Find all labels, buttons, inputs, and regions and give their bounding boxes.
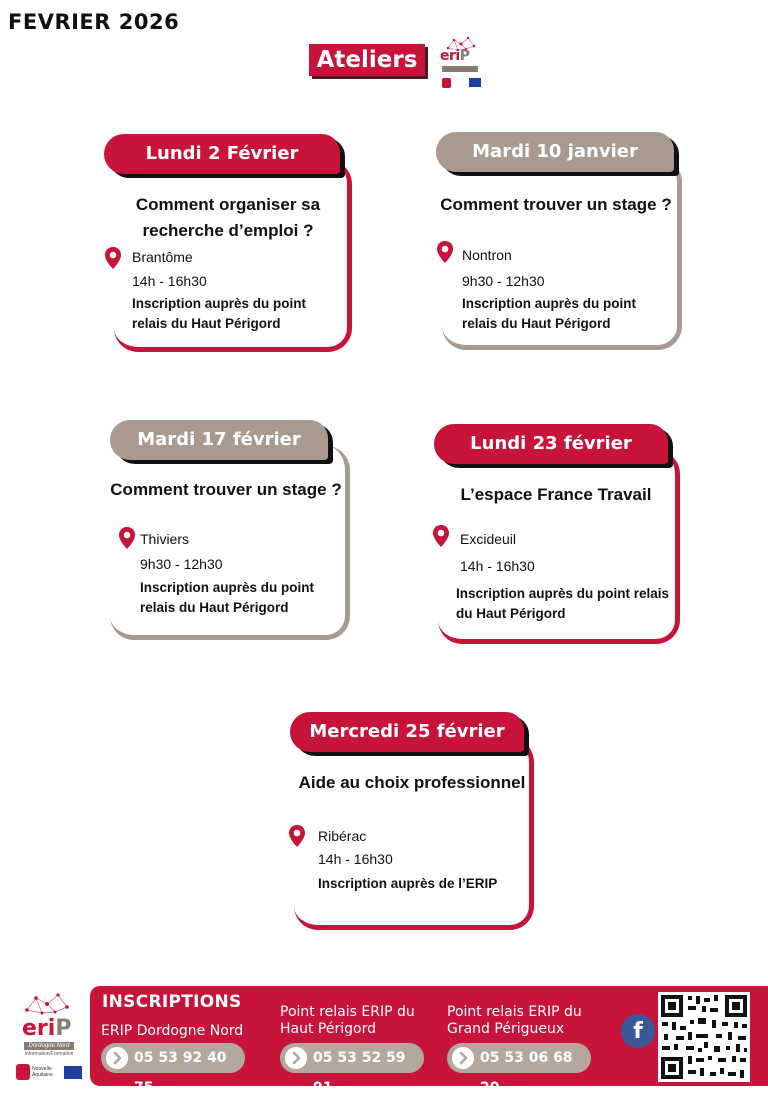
card-date-tab: Lundi 23 février xyxy=(434,424,668,464)
card-info: Inscription auprès du point relais du Haut Périgord xyxy=(462,296,637,331)
workshop-card-3 xyxy=(106,420,352,642)
eu-flag-icon xyxy=(64,1066,82,1079)
footer-inscriptions xyxy=(0,986,768,1096)
month-title: FEVRIER 2026 xyxy=(8,10,180,34)
card-info: Inscription auprès de l’ERIP xyxy=(318,876,498,891)
card-date-tab: Mardi 10 janvier xyxy=(436,132,674,172)
card-title: Comment trouver un stage ? xyxy=(110,480,342,499)
card-date-tab: Mercredi 25 février xyxy=(290,712,524,752)
card-title: Comment trouver un stage ? xyxy=(440,195,672,214)
location-pin-icon xyxy=(432,524,450,548)
region-name: Nouvelle-Aquitaine xyxy=(32,1066,54,1078)
card-info: Inscription auprès du point relais du Haut Périgord xyxy=(132,296,307,331)
erip-logo-word: eriP xyxy=(22,1016,72,1041)
erip-footer-logo xyxy=(12,990,84,1082)
eu-flag-icon xyxy=(469,78,481,87)
workshop-card-2 xyxy=(436,132,686,354)
card-title: Aide au choix professionnel xyxy=(298,773,526,792)
logo-subtitle-2: Information/Formation xyxy=(24,1051,74,1057)
card-place: Nontron xyxy=(462,247,512,263)
phone-number-1: 05 53 92 40 75 xyxy=(134,1050,227,1096)
card-date-tab: Mardi 17 février xyxy=(110,420,328,460)
logo-subtitle-bar xyxy=(442,66,478,72)
card-place: Excideuil xyxy=(460,531,517,547)
region-emblem-icon xyxy=(442,78,451,88)
card-place: Brantôme xyxy=(132,249,193,265)
card-info: Inscription auprès du point relais du Haut Périgord xyxy=(456,586,670,621)
chevron-right-icon xyxy=(452,1047,474,1069)
contact-label-2: Point relais ERIP du Haut Périgord xyxy=(280,1004,415,1037)
phone-button-1[interactable] xyxy=(101,1043,245,1096)
ateliers-badge: Ateliers xyxy=(309,44,425,76)
chevron-right-icon xyxy=(285,1047,307,1069)
qr-code-icon[interactable] xyxy=(658,992,750,1082)
location-pin-icon xyxy=(288,824,306,848)
erip-logo xyxy=(436,36,486,92)
card-title: Comment organiser sa recherche d’emploi ? xyxy=(135,195,321,240)
card-title: L’espace France Travail xyxy=(460,485,652,504)
contact-label-1: ERIP Dordogne Nord xyxy=(101,1023,244,1039)
card-place: Thiviers xyxy=(140,531,190,547)
card-hours: 9h30 - 12h30 xyxy=(462,273,545,289)
network-dots-icon xyxy=(22,992,72,1016)
facebook-icon[interactable]: f xyxy=(621,1014,655,1048)
phone-number-3: 05 53 06 68 20 xyxy=(480,1050,573,1096)
region-emblem-icon xyxy=(16,1064,30,1080)
card-date-tab: Lundi 2 Février xyxy=(104,134,340,174)
location-pin-icon xyxy=(104,246,122,270)
card-hours: 14h - 16h30 xyxy=(460,558,535,574)
erip-logo-word: eriP xyxy=(440,48,470,64)
location-pin-icon xyxy=(436,240,454,264)
location-pin-icon xyxy=(118,526,136,550)
workshop-card-5 xyxy=(288,712,538,932)
chevron-right-icon xyxy=(106,1047,128,1069)
phone-button-3[interactable] xyxy=(447,1043,591,1096)
card-hours: 14h - 16h30 xyxy=(132,273,207,289)
card-place: Ribérac xyxy=(318,828,367,844)
workshop-card-1 xyxy=(104,134,354,354)
region-mini-text xyxy=(452,79,466,87)
workshop-card-4 xyxy=(432,424,682,646)
contact-label-3: Point relais ERIP du Grand Périgueux xyxy=(447,1004,582,1037)
phone-number-2: 05 53 52 59 91 xyxy=(313,1050,406,1096)
inscriptions-title: INSCRIPTIONS xyxy=(102,992,242,1012)
phone-button-2[interactable] xyxy=(280,1043,424,1096)
card-hours: 9h30 - 12h30 xyxy=(140,556,223,572)
card-info: Inscription auprès du point relais du Haut Périgord xyxy=(140,580,315,615)
logo-subtitle: Dordogne Nord xyxy=(24,1042,74,1050)
card-hours: 14h - 16h30 xyxy=(318,851,393,867)
